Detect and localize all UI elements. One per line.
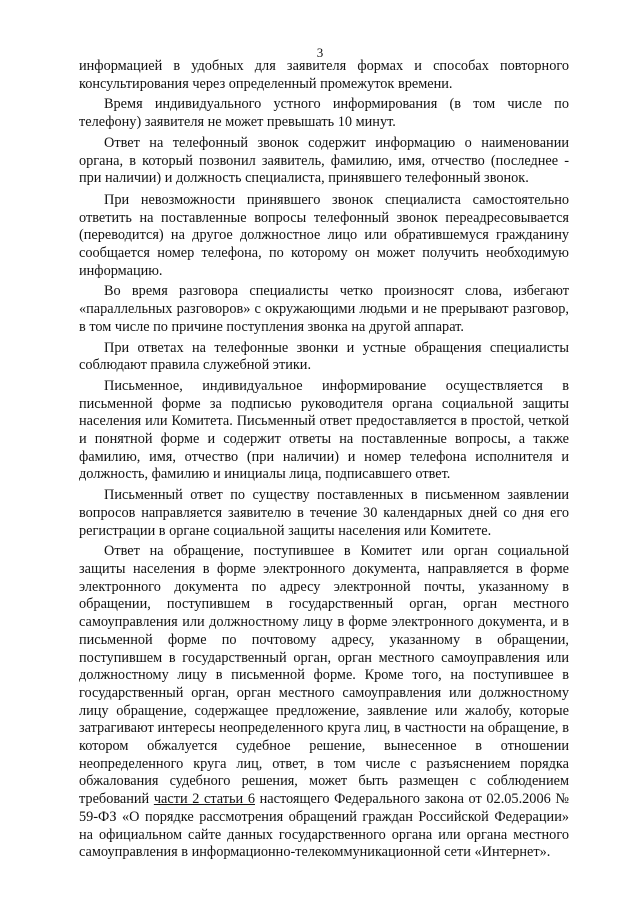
paragraph-call-redirect: При невозможности принявшего звонок специалиста самостоятельно ответить на поставленные вопросы телефонный звонок переадресовывается (переводится) на другое должностное лицо или обратившемуся гражданину сообщается номер телефона, по которому он может получить необходимую информацию. xyxy=(79,191,569,279)
paragraph-written-informing: Письменное, индивидуальное информирование осуществляется в письменной форме за подписью руководителя органа социальной защиты населения или Комитета. Письменный ответ предоставляется в простой, четкой и понятной форме и содержит ответы на поставленные вопросы, а также фамилию, имя, отчество (при наличии) и номер телефона исполнителя и должность, фамилию и инициалы лица, подписавшего ответ. xyxy=(79,377,569,483)
paragraph-conversation-rules: Во время разговора специалисты четко произносят слова, избегают «параллельных разговоров» с окружающими людьми и не прерывают разговор, в том числе по причине поступления звонка на другой аппарат. xyxy=(79,283,569,335)
paragraph-electronic-answer-text: Ответ на обращение, поступившее в Комитет или орган социальной защиты населения в форме электронного документа, направляется в форме электронного документа по адресу электронной почты, указанному в обращении, поступившем в государственный орган, орган местного самоуправления или должностному лицу в форме электронного документа, и в письменной форме по почтовому адресу, указанному в обращении, поступившем в государственный орган, орган местного самоуправления или должностному лицу в письменной форме. Кроме того, на поступившее в государственный орган, орган местного самоуправления или должностному лицу обращение, содержащее предложение, заявление или жалобу, которые затрагивают интересы неопределенного круга лиц, в частности на обращение, в котором обжалуется судебное решение, вынесенное в отношении неопределенного круга лиц, ответ, в том числе с разъяснением порядка обжалования судебного решения, может быть размещен с соблюдением требований xyxy=(79,543,569,808)
page-number: 3 xyxy=(316,45,324,60)
law-article-link[interactable]: части 2 статьи 6 xyxy=(153,791,255,808)
paragraph-ethics: При ответах на телефонные звонки и устные обращения специалисты соблюдают правила служебной этики. xyxy=(79,339,569,374)
paragraph-electronic-answer xyxy=(79,543,569,862)
paragraph-written-answer-term: Письменный ответ по существу поставленных в письменном заявлении вопросов направляется заявителю в течение 30 календарных дней со дня его регистрации в органе социальной защиты населения или Комитете. xyxy=(79,487,569,539)
paragraph-continuation: информацией в удобных для заявителя формах и способах повторного консультирования через определенный промежуток времени. xyxy=(79,58,569,92)
paragraph-time-limit: Время индивидуального устного информирования (в том числе по телефону) заявителя не может превышать 10 минут. xyxy=(79,96,569,131)
paragraph-phone-answer: Ответ на телефонный звонок содержит информацию о наименовании органа, в который позвонил заявитель, фамилию, имя, отчество (последнее - при наличии) и должность специалиста, принявшего телефонный звонок. xyxy=(79,134,569,187)
paragraph-electronic-answer-tail: настоящего Федерального закона от 02.05.2006 № 59-ФЗ «О порядке рассмотрения обращений граждан Российской Федерации» на официальном сайте данных государственного органа или органа местного самоуправления в информационно-телекоммуникационной сети «Интернет». xyxy=(79,791,570,861)
body-text xyxy=(79,58,569,862)
